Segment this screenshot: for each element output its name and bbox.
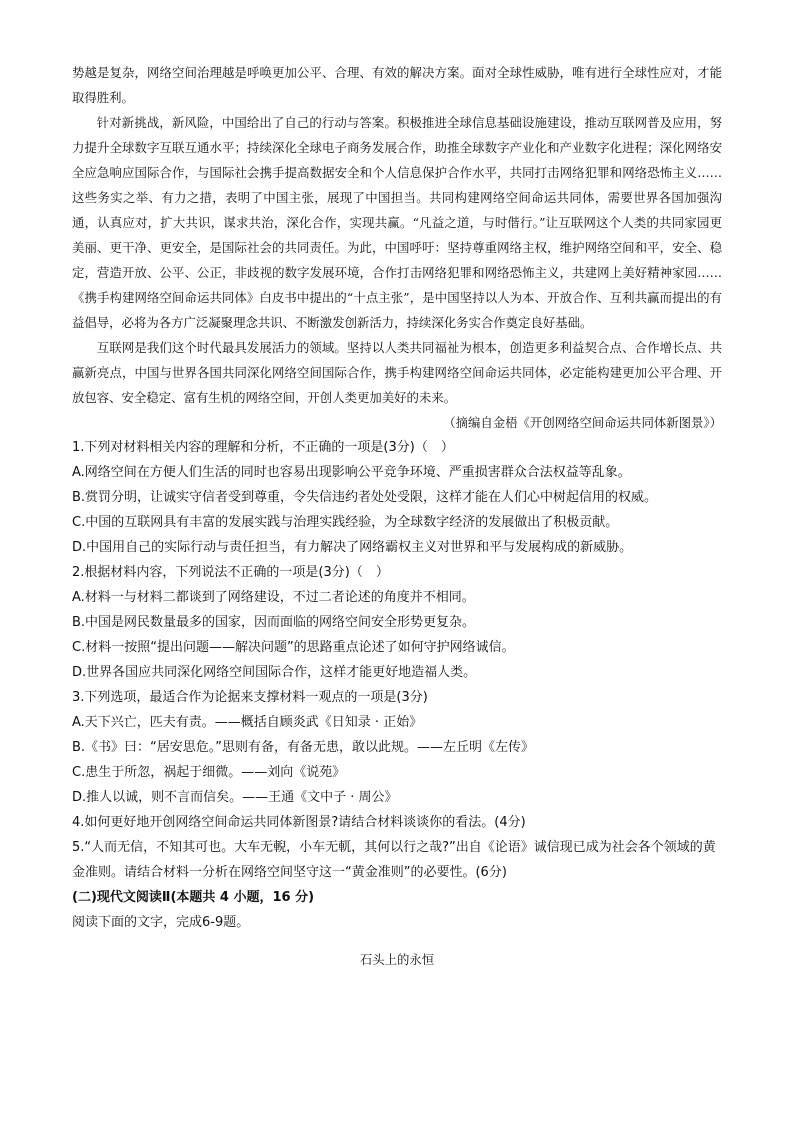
reading-title: 石头上的永恒 [359, 952, 435, 967]
section-instruction: 阅读下面的文字，完成6-9题。 [72, 915, 250, 930]
exam-page [72, 60, 722, 972]
question-1-option-c: C.中国的互联网具有丰富的发展实践与治理实践经验，为全球数字经济的发展做出了积极贡献。 [72, 515, 619, 530]
question-1-stem: 1.下列对材料相关内容的理解和分析，不正确的一项是(3分)（ ） [72, 440, 454, 455]
question-2-stem: 2.根据材料内容，下列说法不正确的一项是(3分)（ ） [72, 565, 389, 580]
question-3-option-d: D.推人以诚，则不言而信矣。——王通《文中子 · 周公》 [72, 790, 398, 805]
question-3-option-b: B.《书》曰：“居安思危。”思则有备，有备无患，敢以此规。——左丘明《左传》 [72, 740, 535, 755]
question-1-option-d: D.中国用自己的实际行动与责任担当，有力解决了网络霸权主义对世界和平与发展构成的新威胁。 [72, 540, 633, 555]
question-1-option-a: A.网络空间在方便人们生活的同时也容易出现影响公平竞争环境、严重损害群众合法权益等乱象。 [72, 465, 631, 480]
passage-paragraph-1: 势越是复杂，网络空间治理越是呼唤更加公平、合理、有效的解决方案。面对全球性威胁，唯有进行全球性应对，才能取得胜利。 [72, 65, 722, 105]
passage-paragraph-3: 互联网是我们这个时代最具发展活力的领域。坚持以人类共同福祉为根本，创造更多利益契合点、合作增长点、共赢新亮点，中国与世界各国共同深化网络空间国际合作，携手构建网络空间命运共同体，必定能构建更加公平合理、开放包容、安全稳定、富有生机的网络空间，开创人类更加美好的未来。 [72, 340, 722, 405]
question-2-option-c: C.材料一按照“提出问题——解决问题”的思路重点论述了如何守护网络诚信。 [72, 640, 515, 655]
question-5-stem: 5.“人而无信，不知其可也。大车无輗，小车无軏，其何以行之哉?”出自《论语》诚信现已成为社会各个领域的黄金准则。请结合材料一分析在网络空间坚守这一“黄金准则”的必要性。(6分) [72, 840, 716, 880]
question-1-option-b: B.赏罚分明，让诚实守信者受到尊重，令失信违约者处处受限，这样才能在人们心中树起信用的权威。 [72, 490, 658, 505]
question-2-option-d: D.世界各国应共同深化网络空间国际合作，这样才能更好地造福人类。 [72, 665, 477, 680]
question-2-option-a: A.材料一与材料二都谈到了网络建设，不过二者论述的角度并不相同。 [72, 590, 475, 605]
question-4-stem: 4.如何更好地开创网络空间命运共同体新图景?请结合材料谈谈你的看法。(4分) [72, 815, 526, 830]
question-3-option-c: C.患生于所忽，祸起于细微。——刘向《说苑》 [72, 765, 346, 780]
question-3-option-a: A.天下兴亡，匹夫有责。——概括自顾炎武《日知录 · 正始》 [72, 715, 423, 730]
question-1 [72, 435, 722, 560]
section-heading: (二)现代文阅读Ⅱ(本题共 4 小题，16 分) [72, 890, 315, 905]
passage-source: （摘编自金梧《开创网络空间命运共同体新图景》） [443, 415, 722, 430]
question-2 [72, 560, 722, 685]
question-2-option-b: B.中国是网民数量最多的国家，因而面临的网络空间安全形势更复杂。 [72, 615, 476, 630]
question-3-stem: 3.下列选项，最适合作为论据来支撑材料一观点的一项是(3分) [72, 690, 428, 705]
passage-paragraph-2: 针对新挑战，新风险，中国给出了自己的行动与答案。积极推进全球信息基础设施建设，推动互联网普及应用，努力提升全球数字互联互通水平；持续深化全球电子商务发展合作，助推全球数字产业化和产业数字化进程；深化网络安全应急响应国际合作，与国际社会携手提高数据安全和个人信息保护合作水平，共同打击网络犯罪和网络恐怖主义……这些务实之举、有力之措，表明了中国主张，展现了中国担当。共同构建网络空间命运共同体，需要世界各国加强沟通，认真应对，扩大共识，谋求共治，深化合作，实现共赢。“凡益之道，与时偕行。”让互联网这个人类的共同家园更美丽、更干净、更安全，是国际社会的共同责任。为此，中国呼吁：坚持尊重网络主权，维护网络空间和平，安全、稳定，营造开放、公平、公正，非歧视的数字发展环境，合作打击网络犯罪和网络恐怖主义，共建网上美好精神家园……《携手构建网络空间命运共同体》白皮书中提出的“十点主张”，是中国坚持以人为本、开放合作、互利共赢而提出的有益倡导，必将为各方广泛凝聚理念共识、不断激发创新活力，持续深化务实合作奠定良好基础。 [72, 115, 722, 330]
question-3 [72, 685, 722, 810]
